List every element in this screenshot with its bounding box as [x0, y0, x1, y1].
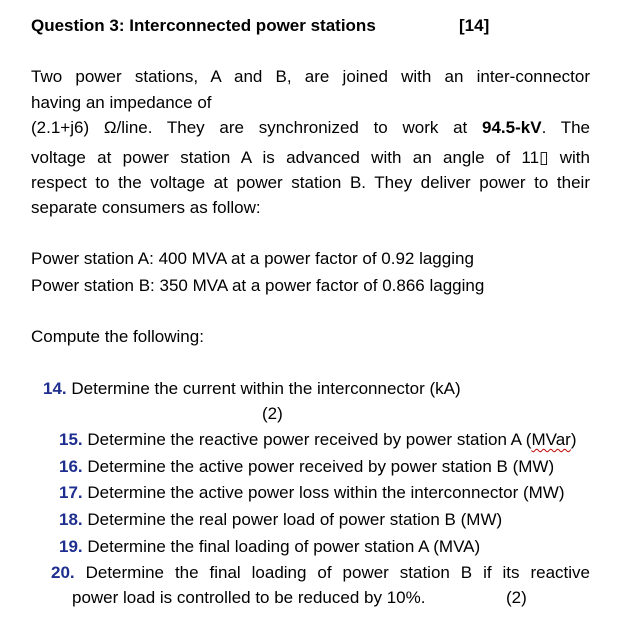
item-unit-spellcheck: MVar: [531, 430, 571, 449]
item-20-line-2: power load is controlled to be reduced by 10%.: [72, 588, 426, 607]
item-number: 15.: [59, 430, 83, 449]
item-text: Determine the final loading of power station B if its reactive: [74, 563, 590, 582]
intro-line-3: [31, 118, 590, 138]
item-number: 20.: [51, 563, 75, 582]
item-number: 19.: [59, 537, 83, 556]
item-text: Determine the final loading of power station A (MVA): [82, 537, 481, 556]
station-b-load: Power station B: 350 MVA at a power factor of 0.866 lagging: [31, 276, 485, 295]
item-15: [59, 430, 577, 450]
item-text: Determine the active power loss within the interconnector (MW): [82, 483, 565, 502]
voltage-value: 94.5-kV: [482, 118, 542, 137]
intro-line-1: Two power stations, A and B, are joined with an inter-connector: [31, 67, 590, 86]
item-text: Determine the reactive power received by power station A (: [82, 430, 532, 449]
item-text: Determine the real power load of power station B (MW): [82, 510, 503, 529]
intro-line-5: respect to the voltage at power station B. They deliver power to their: [31, 173, 590, 192]
item-17: [59, 483, 565, 503]
item-text: Determine the current within the interconnector (kA): [66, 379, 461, 398]
item-19: [59, 537, 480, 557]
item-14-marks: (2): [262, 404, 283, 423]
item-number: 16.: [59, 457, 83, 476]
station-a-load: Power station A: 400 MVA at a power factor of 0.92 lagging: [31, 249, 474, 268]
item-20: [51, 563, 590, 583]
item-18: [59, 510, 502, 530]
item-number: 18.: [59, 510, 83, 529]
impedance-text: (2.1+j6) Ω/line. They are synchronized to work at: [31, 118, 483, 137]
intro-line-3-end: . The: [541, 118, 590, 137]
item-text: Determine the active power received by power station B (MW): [82, 457, 555, 476]
intro-line-6: separate consumers as follow:: [31, 198, 261, 217]
item-14: [43, 379, 461, 399]
item-16: [59, 457, 554, 477]
item-20-marks: (2): [506, 588, 527, 607]
item-number: 14.: [43, 379, 67, 398]
intro-line-2: having an impedance of: [31, 93, 212, 112]
question-title: Question 3: Interconnected power stations: [31, 16, 376, 35]
intro-line-4: voltage at power station A is advanced with an angle of 11▯ with: [31, 148, 590, 167]
item-text-end: ): [570, 430, 577, 449]
item-number: 17.: [59, 483, 83, 502]
compute-label: Compute the following:: [31, 327, 204, 346]
question-marks: [14]: [459, 16, 490, 35]
